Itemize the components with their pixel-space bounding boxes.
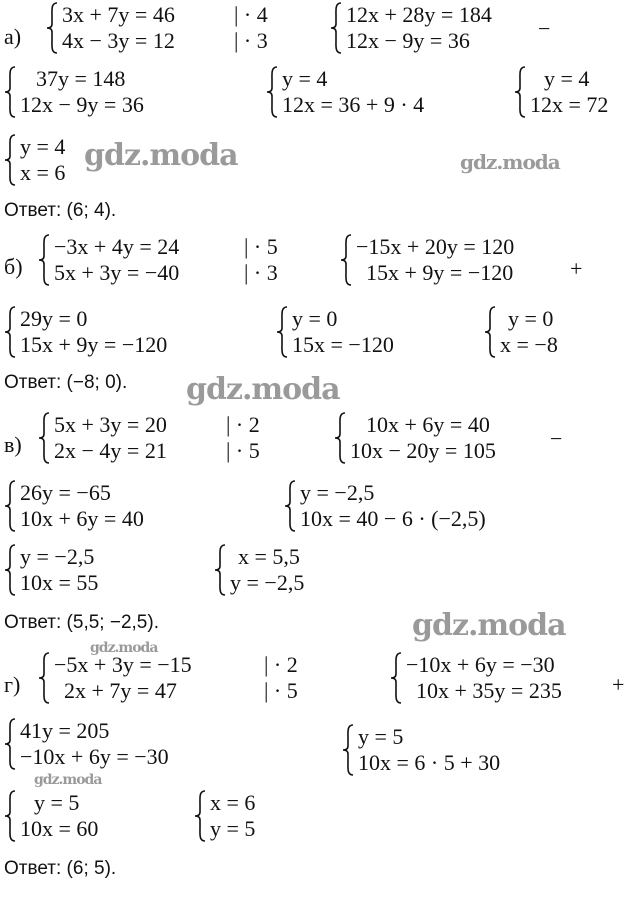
multiplier: | · 3 [244,260,278,285]
multiplier: | · 2 [264,652,298,677]
equation: 41y = 205 [20,718,110,743]
section-d-label: г) [4,672,21,697]
equation: 10x = 55 [20,570,99,595]
equation: y = 5 [34,790,80,815]
section-d-system-2 [390,652,562,704]
brace-icon [330,2,342,54]
section-c-system-5 [4,544,98,596]
brace-icon [4,718,16,770]
equation: 37y = 148 [36,66,126,91]
equation: 5x + 3y = 20 [54,412,167,437]
equation: 4x − 3y = 12 [62,28,175,53]
equation: 12x − 9y = 36 [20,92,144,117]
multiplier: | · 5 [244,234,278,259]
section-b-system-2 [340,234,514,286]
section-a-system-6 [4,134,65,186]
section-a-system-4 [266,66,424,118]
equation: 10x = 60 [20,816,99,841]
section-d-system-6 [194,790,255,842]
watermark: gdz.moda [460,150,560,174]
equation: −10x + 6y = −30 [406,652,555,677]
equation: 10x + 6y = 40 [20,506,144,531]
section-b-system-5 [484,306,558,358]
watermark: gdz.moda [34,772,102,788]
brace-icon [38,652,50,704]
equation: 10x = 40 − 6 · (−2,5) [300,506,486,531]
equation: y = 4 [20,134,66,159]
section-c-system-3 [4,480,144,532]
brace-icon [46,2,58,54]
section-b-answer: Ответ: (−8; 0). [4,372,128,393]
brace-icon [38,412,50,464]
multiplier: | · 2 [226,412,260,437]
section-b-system-4 [276,306,394,358]
section-c-label: в) [4,432,22,457]
equation: y = 4 [282,66,328,91]
section-c-system-1 [38,412,260,464]
section-d-system-5 [4,790,98,842]
equation: 2x + 7y = 47 [64,678,177,703]
brace-icon [266,66,278,118]
operation-sign: + [570,256,583,281]
brace-icon [484,306,496,358]
multiplier: | · 5 [226,438,260,463]
equation: −15x + 20y = 120 [356,234,515,259]
equation: y = 5 [358,724,404,749]
section-a-system-1 [46,2,268,54]
brace-icon [390,652,402,704]
brace-icon [340,234,352,286]
equation: 5x + 3y = −40 [54,260,180,285]
equation: y = −2,5 [20,544,95,569]
section-a-system-3 [4,66,144,118]
section-a-label: а) [4,24,22,49]
section-d-system-3 [4,718,169,770]
equation: y = 4 [544,66,590,91]
section-a-system-5 [514,66,608,118]
equation: x = 6 [20,160,66,185]
brace-icon [514,66,526,118]
equation: 2x − 4y = 21 [54,438,167,463]
brace-icon [334,412,346,464]
equation: 12x = 72 [530,92,609,117]
equation: −5x + 3y = −15 [54,652,192,677]
watermark: gdz.moda [186,372,340,407]
equation: y = 0 [508,306,554,331]
equation: 3x + 7y = 46 [62,2,175,27]
equation: y = 5 [210,816,256,841]
equation: 12x − 9y = 36 [346,28,470,53]
brace-icon [4,134,16,186]
equation: 15x = −120 [292,332,394,357]
operation-sign: − [550,426,563,451]
equation: −10x + 6y = −30 [20,744,169,769]
section-d-system-4 [342,724,500,776]
section-c-system-2 [334,412,496,464]
equation: 10x = 6 · 5 + 30 [358,750,501,775]
equation: 10x + 35y = 235 [416,678,562,703]
brace-icon [214,544,226,596]
equation: 15x + 9y = −120 [20,332,168,357]
section-c-system-4 [284,480,486,532]
section-c-answer: Ответ: (5,5; −2,5). [4,612,159,633]
operation-sign: + [612,672,625,697]
equation: 10x − 20y = 105 [350,438,496,463]
section-b-label: б) [4,254,23,279]
brace-icon [194,790,206,842]
brace-icon [342,724,354,776]
equation: x = 6 [210,790,256,815]
brace-icon [38,234,50,286]
section-b-system-3 [4,306,167,358]
equation: y = 0 [292,306,338,331]
brace-icon [276,306,288,358]
equation: y = −2,5 [230,570,305,595]
brace-icon [4,66,16,118]
equation: y = −2,5 [300,480,375,505]
multiplier: | · 3 [234,28,268,53]
equation: 26y = −65 [20,480,111,505]
equation: 12x + 28y = 184 [346,2,492,27]
watermark: gdz.moda [90,640,158,656]
operation-sign: − [538,16,551,41]
section-b-system-1 [38,234,278,286]
section-c-system-6 [214,544,304,596]
section-d-system-1 [38,652,298,704]
equation: 15x + 9y = −120 [366,260,514,285]
brace-icon [4,544,16,596]
equation: x = 5,5 [238,544,300,569]
equation: 29y = 0 [20,306,88,331]
section-d-answer: Ответ: (6; 5). [4,858,117,879]
brace-icon [4,790,16,842]
section-a-system-2 [330,2,492,54]
brace-icon [4,306,16,358]
brace-icon [284,480,296,532]
brace-icon [4,480,16,532]
equation: x = −8 [500,332,558,357]
equation: −3x + 4y = 24 [54,234,180,259]
watermark: gdz.moda [412,608,566,643]
section-a-answer: Ответ: (6; 4). [4,200,117,221]
equation: 10x + 6y = 40 [366,412,490,437]
watermark: gdz.moda [84,138,238,173]
equation: 12x = 36 + 9 · 4 [282,92,425,117]
multiplier: | · 4 [234,2,268,27]
multiplier: | · 5 [264,678,298,703]
